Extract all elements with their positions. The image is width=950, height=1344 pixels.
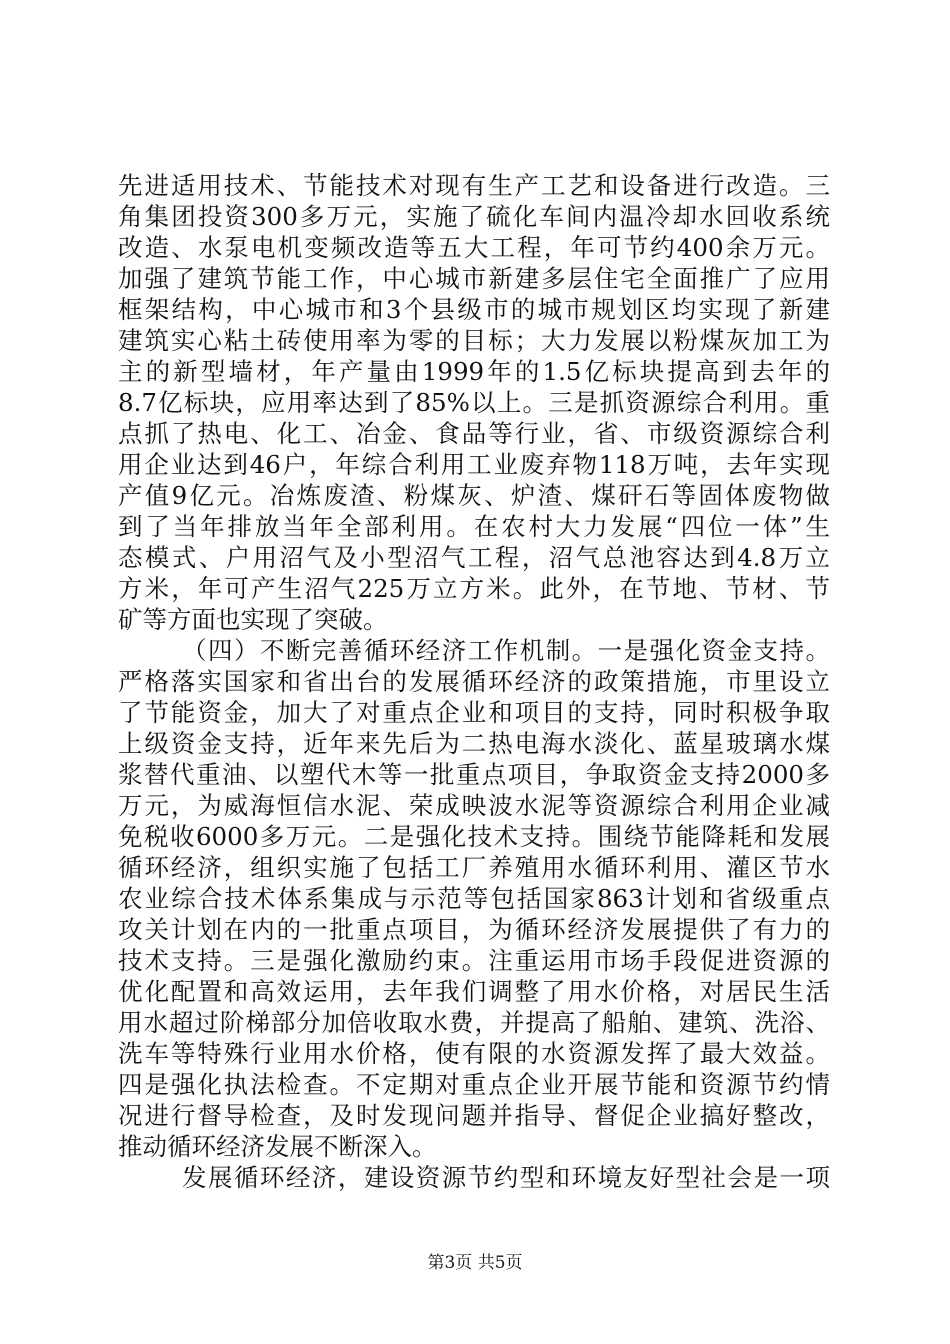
text-line: 洗车等特殊行业用水价格，使有限的水资源发挥了最大效益。 [118, 1039, 830, 1068]
text-line: 推动循环经济发展不断深入。 [118, 1132, 437, 1161]
text-line: 用水超过阶梯部分加倍收取水费，并提高了船舶、建筑、洗浴、 [118, 1008, 830, 1037]
text-line: 到了当年排放当年全部利用。在农村大力发展“四位一体”生 [118, 512, 830, 541]
text-line: 技术支持。三是强化激励约束。注重运用市场手段促进资源的 [118, 946, 830, 975]
text-line: 上级资金支持，近年来先后为二热电海水淡化、蓝星玻璃水煤 [118, 729, 830, 758]
text-line: 框架结构，中心城市和3个县级市的城市规划区均实现了新建 [118, 295, 830, 324]
paragraph-start-line: 发展循环经济，建设资源节约型和环境友好型社会是一项 [182, 1163, 830, 1192]
text-line: 8.7亿标块，应用率达到了85%以上。三是抓资源综合利用。重 [118, 388, 830, 417]
text-line: 角集团投资300多万元，实施了硫化车间内温冷却水回收系统 [118, 202, 830, 231]
text-line: 主的新型墙材，年产量由1999年的1.5亿标块提高到去年的 [118, 357, 830, 386]
text-line: 加强了建筑节能工作，中心城市新建多层住宅全面推广了应用 [118, 264, 830, 293]
text-line: 矿等方面也实现了突破。 [118, 605, 388, 634]
text-line: 免税收6000多万元。二是强化技术支持。围绕节能降耗和发展 [118, 822, 830, 851]
text-line: 万元，为威海恒信水泥、荣成映波水泥等资源综合利用企业减 [118, 791, 830, 820]
text-line: 攻关计划在内的一批重点项目，为循环经济发展提供了有力的 [118, 915, 830, 944]
text-line: 况进行督导检查，及时发现问题并指导、督促企业搞好整改， [118, 1101, 830, 1130]
text-line: 方米，年可产生沼气225万立方米。此外，在节地、节材、节 [118, 574, 830, 603]
text-line: 建筑实心粘土砖使用率为零的目标；大力发展以粉煤灰加工为 [118, 326, 830, 355]
paragraph-heading-line: （四）不断完善循环经济工作机制。一是强化资金支持。 [182, 636, 830, 665]
page-footer [0, 1252, 950, 1274]
text-line: 产值9亿元。冶炼废渣、粉煤灰、炉渣、煤矸石等固体废物做 [118, 481, 830, 510]
text-line: 四是强化执法检查。不定期对重点企业开展节能和资源节约情 [118, 1070, 830, 1099]
text-line: 循环经济，组织实施了包括工厂养殖用水循环利用、灌区节水 [118, 853, 830, 882]
text-line: 严格落实国家和省出台的发展循环经济的政策措施，市里设立 [118, 667, 830, 696]
text-line: 农业综合技术体系集成与示范等包括国家863计划和省级重点 [118, 884, 830, 913]
text-line: 先进适用技术、节能技术对现有生产工艺和设备进行改造。三 [118, 171, 830, 200]
text-line: 优化配置和高效运用，去年我们调整了用水价格，对居民生活 [118, 977, 830, 1006]
text-line: 了节能资金，加大了对重点企业和项目的支持，同时积极争取 [118, 698, 830, 727]
text-line: 点抓了热电、化工、冶金、食品等行业，省、市级资源综合利 [118, 419, 830, 448]
text-line: 用企业达到46户，年综合利用工业废弃物118万吨，去年实现 [118, 450, 830, 479]
text-line: 改造、水泵电机变频改造等五大工程，年可节约400余万元。 [118, 233, 830, 262]
page-number: 第3页 共5页 [427, 1253, 523, 1273]
text-line: 浆替代重油、以塑代木等一批重点项目，争取资金支持2000多 [118, 760, 830, 789]
text-line: 态模式、户用沼气及小型沼气工程，沼气总池容达到4.8万立 [118, 543, 830, 572]
